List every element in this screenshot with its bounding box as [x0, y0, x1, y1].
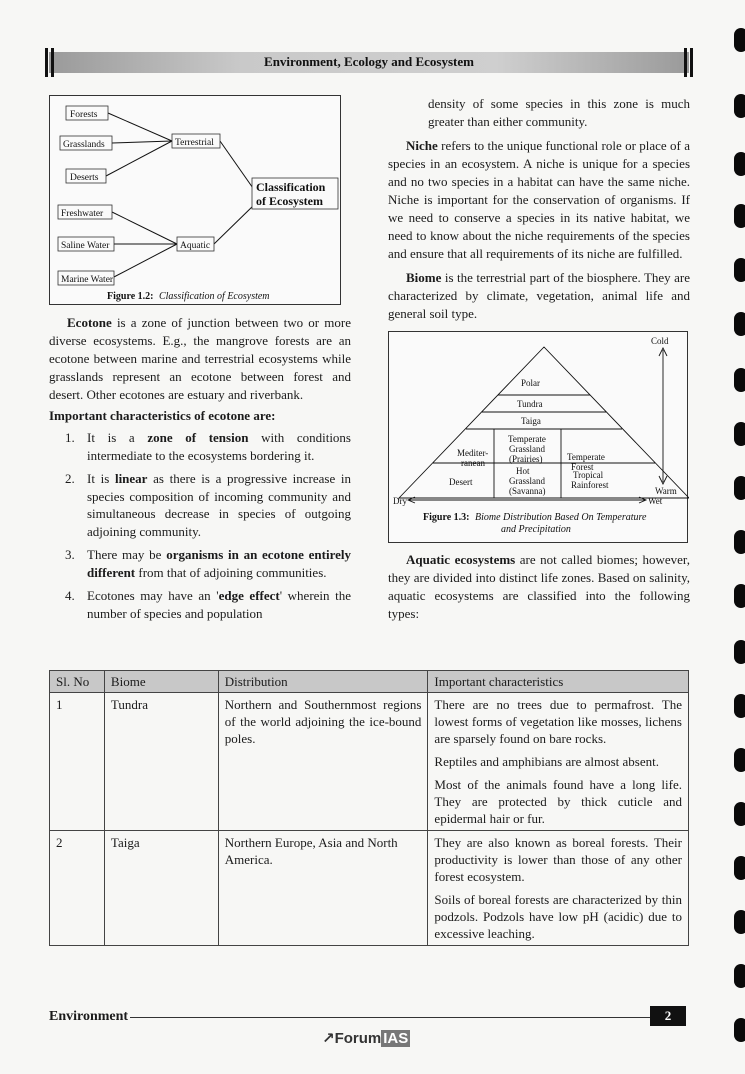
leaf-freshwater: Freshwater — [61, 209, 104, 219]
table-row: 2 Taiga Northern Europe, Asia and North America. They are also known as boreal forests. Their productivity is lower than those of any other forest ecosystem. Soils of boreal forests are characterized by thin podzols. Podzols have low pH (acidic) due to excessive leaching. — [50, 831, 689, 946]
footer-label: Environment — [49, 1009, 129, 1024]
punch-hole — [734, 476, 745, 500]
caption-label: Figure 1.2: — [107, 291, 154, 302]
punch-hole — [734, 910, 745, 934]
col-header-distribution: Distribution — [218, 671, 428, 693]
list-item: 3. There may be organisms in an ecotone entirely different from that of adjoining communities. — [65, 547, 352, 580]
band-taiga: Taiga — [521, 416, 541, 426]
list-item: 2. It is linear as there is a progressive increase in species composition of incoming community and simultaneous decrease in species of outgoing adjoining community. — [65, 471, 351, 539]
punch-hole — [734, 964, 745, 988]
ecotone-paragraph — [49, 314, 351, 404]
ecotone-characteristics-list — [65, 429, 352, 622]
cell-mediterranean-2: ranean — [461, 458, 485, 468]
band-polar: Polar — [521, 378, 540, 388]
cell-temperate-forest-1: Temperate — [567, 452, 605, 462]
leaf-deserts: Deserts — [70, 173, 99, 183]
classification-diagram — [50, 96, 342, 306]
list-item: 1. It is a zone of tension with conditions intermediate to the ecosystems bordering it. — [65, 430, 351, 463]
punch-hole — [734, 258, 745, 282]
col-header-characteristics: Important characteristics — [428, 671, 689, 693]
punch-hole — [734, 422, 745, 446]
header-bar — [49, 52, 689, 73]
ecotone-list-heading: Important characteristics of ecotone are: — [49, 408, 276, 423]
cell-mediterranean-1: Mediter- — [457, 448, 489, 458]
cell-tropical-1: Tropical — [573, 470, 604, 480]
left-column — [49, 95, 351, 628]
ecotone-definition: is a zone of junction between two or more diverse ecosystems. E.g., the mangrove forests are an ecotone between marine and terrestrial ecosystems while grasslands represent an ecotone between forest and desert. Other ecotones are estuary and riverbank. — [49, 315, 351, 402]
punch-hole — [734, 94, 745, 118]
caption-text: Classification of Ecosystem — [158, 291, 270, 302]
header-right-marks — [684, 48, 693, 77]
punch-hole — [734, 1018, 745, 1042]
footer-rule — [130, 1017, 650, 1018]
punch-hole — [734, 694, 745, 718]
ecotone-term: Ecotone — [67, 315, 112, 330]
cell-temperate-grassland-2: Grassland — [509, 444, 545, 454]
arrow-icon: ↗ — [322, 1030, 335, 1047]
list-item: 4. Ecotones may have an 'edge effect' wherein the number of species and population — [65, 588, 352, 621]
aquatic-paragraph: Aquatic ecosystems are not called biomes; however, they are divided into distinct life zones. Based on salinity, aquatic ecosystems are classified into the following types: — [388, 552, 690, 621]
punch-hole — [734, 530, 745, 554]
label-cold: Cold — [651, 336, 669, 346]
punch-hole — [734, 640, 745, 664]
figure-classification — [49, 95, 341, 305]
label-warm: Warm — [655, 486, 677, 496]
figure-1-3-caption-line-1: Figure 1.3: Biome Distribution Based On Temperature — [423, 512, 647, 523]
header-title: Environment, Ecology and Ecosystem — [264, 54, 474, 69]
punch-hole — [734, 152, 745, 176]
punch-hole — [734, 28, 745, 52]
node-aquatic: Aquatic — [180, 241, 211, 251]
cell-tropical-2: Rainforest — [571, 480, 609, 490]
cell-hot-grassland-2: Grassland — [509, 476, 545, 486]
punch-hole — [734, 368, 745, 392]
cell-desert: Desert — [449, 477, 473, 487]
leaf-grasslands: Grasslands — [63, 140, 105, 150]
label-dry: Dry — [393, 496, 407, 506]
cell-hot-grassland-1: Hot — [516, 466, 530, 476]
right-column — [388, 95, 690, 623]
cell-temperate-grassland-3: (Prairies) — [509, 454, 543, 464]
cell-temperate-grassland-1: Temperate — [508, 434, 546, 444]
cell-hot-grassland-3: (Savanna) — [509, 486, 546, 496]
cell-temperate-forest-2: Forest — [571, 462, 594, 472]
root-line-1: Classification — [256, 180, 326, 194]
punch-hole — [734, 312, 745, 336]
node-terrestrial: Terrestrial — [175, 138, 214, 148]
page-number: 2 — [650, 1006, 686, 1026]
band-tundra: Tundra — [517, 399, 543, 409]
punch-hole — [734, 802, 745, 826]
punch-hole — [734, 204, 745, 228]
table-row: 1 Tundra Northern and Southernmost regions of the world adjoining the ice-bound poles. There are no trees due to permafrost. The lowest forms of vegetation like mosses, lichens are sparsely found on bare rocks. Reptiles and amphibians are almost absent. Most of the animals found have a long life. They are protected by thick cuticle and epidermal hair or fur. — [50, 693, 689, 831]
biome-pyramid-diagram — [389, 332, 689, 544]
leaf-saline-water: Saline Water — [61, 241, 110, 251]
figure-1-3-caption-line-2: and Precipitation — [501, 524, 571, 535]
label-wet: Wet — [648, 496, 663, 506]
table-header-row — [50, 671, 689, 693]
forumias-logo: ↗Forum IAS — [322, 1030, 409, 1047]
biome-paragraph: Biome is the terrestrial part of the biosphere. They are characterized by climate, vegetation, animal life and general soil type. — [388, 270, 690, 321]
root-line-2: of Ecosystem — [256, 194, 323, 208]
continuation-text: density of some species in this zone is much greater than either community. — [428, 96, 690, 129]
punch-hole — [734, 856, 745, 880]
biome-table — [49, 670, 689, 946]
leaf-forests: Forests — [70, 110, 98, 120]
figure-biome-distribution — [388, 331, 688, 543]
punch-hole — [734, 584, 745, 608]
niche-paragraph: Niche refers to the unique functional role or place of a species in an ecosystem. A niche is unique for a species and no two species in a habitat can have the same niche. Niche is important for the conservation of organisms. If we need to conserve a species in its native habitat, we need to know about the niche requirements of the species and ensure that all requirements of its niche are fulfilled. — [388, 138, 690, 261]
col-header-sl: Sl. No — [50, 671, 105, 693]
leaf-marine-water: Marine Water — [61, 275, 114, 285]
col-header-biome: Biome — [104, 671, 218, 693]
figure-1-2-caption — [107, 291, 270, 302]
punch-hole — [734, 748, 745, 772]
